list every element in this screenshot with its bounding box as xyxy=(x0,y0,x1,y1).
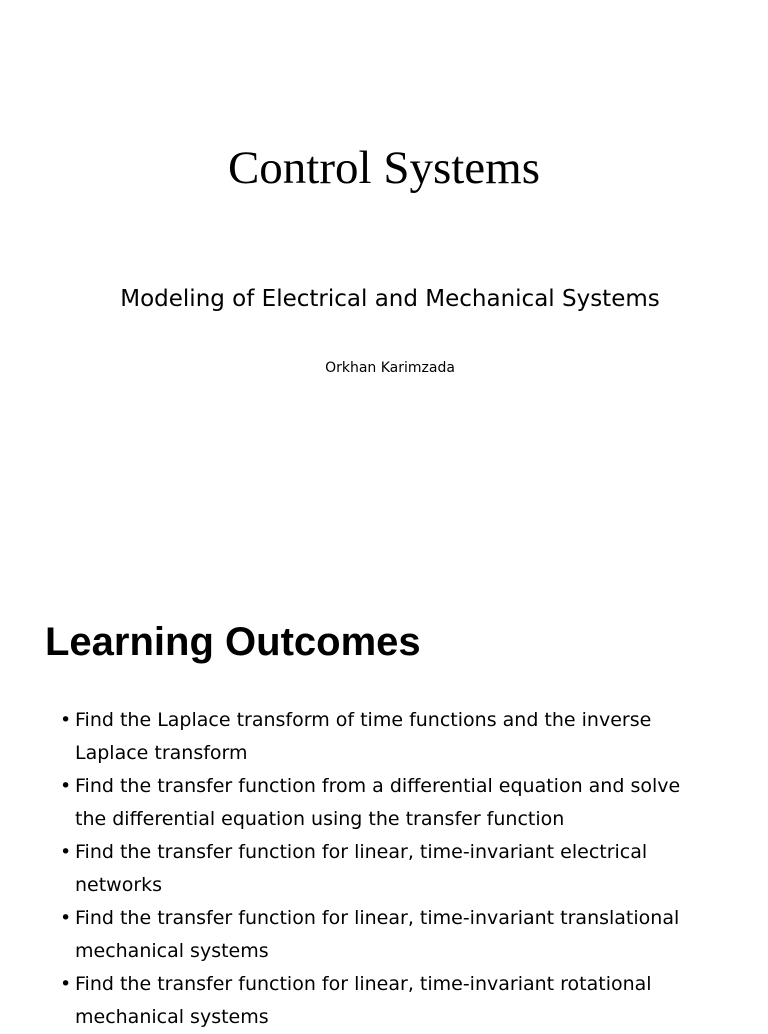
outcomes-list xyxy=(60,704,700,1034)
slide-title: Control Systems xyxy=(227,142,541,194)
bullet-icon: • xyxy=(60,775,72,797)
learning-outcomes-slide xyxy=(0,560,768,1028)
list-item xyxy=(60,902,700,968)
list-item xyxy=(60,836,700,902)
list-item-text: Find the transfer function from a differential equation and solve the differential equation using the transfer function xyxy=(75,775,681,830)
bullet-icon: • xyxy=(60,973,72,995)
list-item-text: Find the transfer function for linear, time-invariant electrical networks xyxy=(75,841,648,896)
slide-subtitle: Modeling of Electrical and Mechanical Systems xyxy=(120,286,660,312)
section-heading: Learning Outcomes xyxy=(45,620,421,664)
bullet-icon: • xyxy=(60,709,72,731)
list-item xyxy=(60,704,700,770)
author-name: Orkhan Karimzada xyxy=(325,360,455,376)
list-item xyxy=(60,968,700,1034)
bullet-icon: • xyxy=(60,841,72,863)
list-item xyxy=(60,770,700,836)
list-item-text: Find the transfer function for linear, time-invariant translational mechanical systems xyxy=(75,907,680,962)
list-item-text: Find the transfer function for linear, time-invariant rotational mechanical systems xyxy=(75,973,652,1028)
bullet-icon: • xyxy=(60,907,72,929)
list-item-text: Find the Laplace transform of time functions and the inverse Laplace transform xyxy=(75,709,652,764)
